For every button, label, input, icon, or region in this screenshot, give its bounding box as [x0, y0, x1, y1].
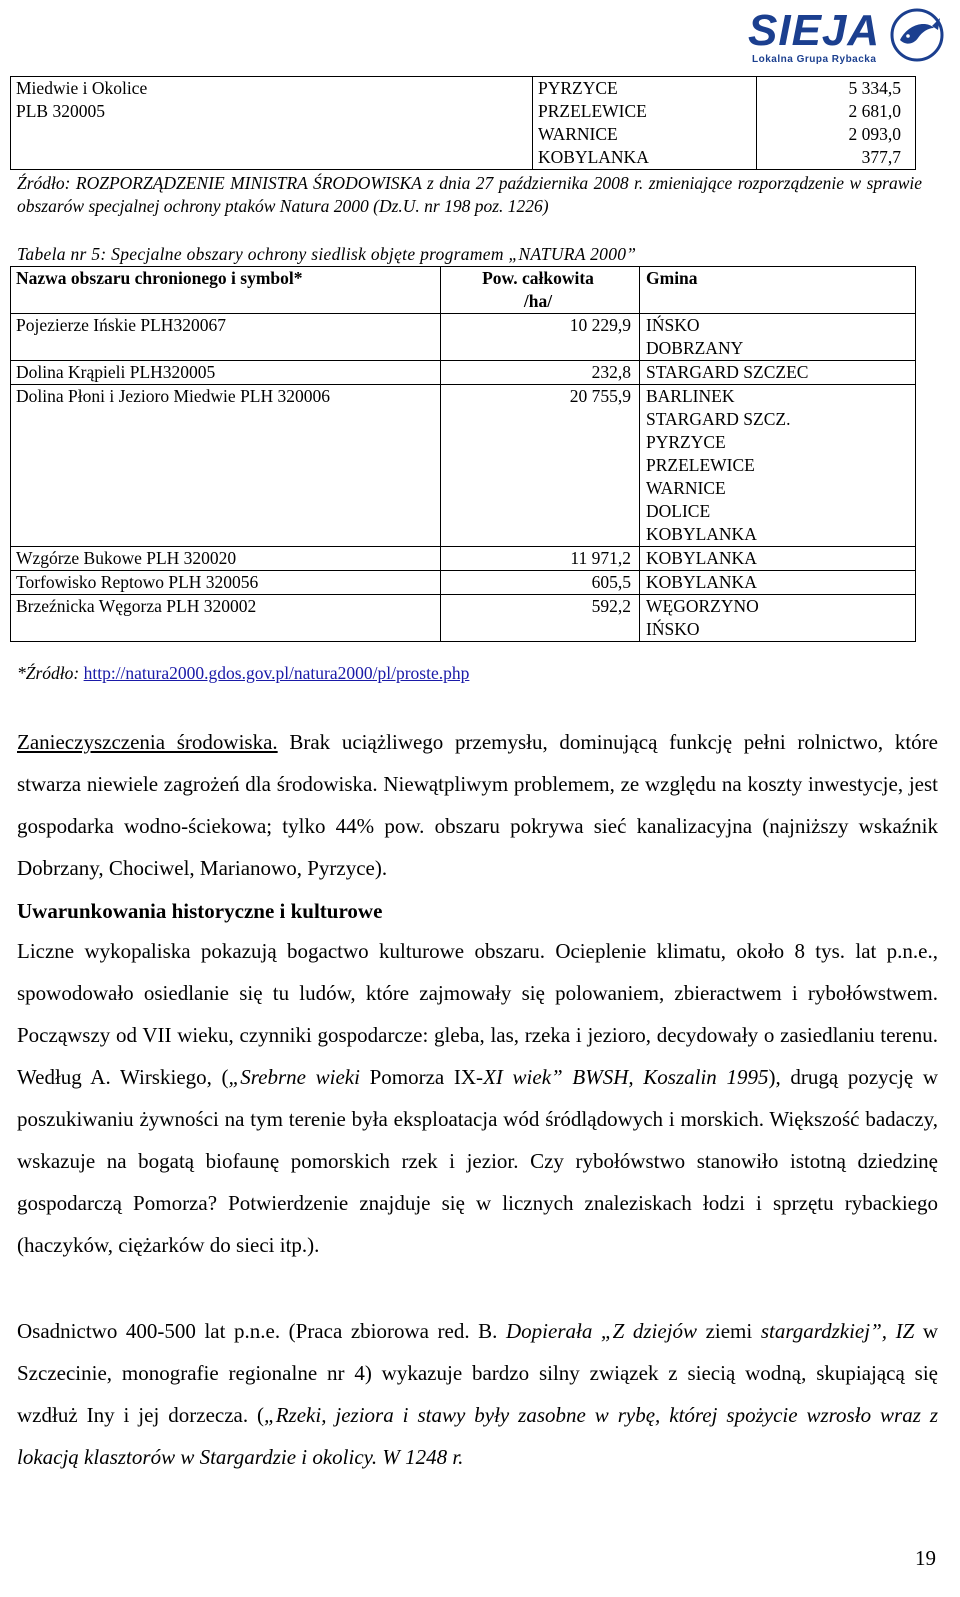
column-header-gmina: Gmina — [640, 267, 916, 314]
table-row — [11, 77, 916, 170]
gmina-name: PRZELEWICE — [646, 455, 755, 475]
area-name-cell: Dolina Płoni i Jezioro Miedwie PLH 320006 — [11, 385, 441, 547]
settlement-quote: stargardzkiej”, IZ — [760, 1319, 915, 1343]
source-link[interactable]: http://natura2000.gdos.gov.pl/natura2000/pl/proste.php — [83, 663, 470, 683]
history-quote: XI wiek” BWSH, Koszalin 1995 — [483, 1065, 769, 1089]
gmina-name: KOBYLANKA — [646, 524, 757, 544]
area-name-cell: Dolina Krąpieli PLH320005 — [11, 361, 441, 385]
fish-emblem-icon — [888, 6, 946, 64]
area-value-cell: 11 971,2 — [441, 547, 640, 571]
table-source — [17, 662, 469, 685]
column-header-name: Nazwa obszaru chronionego i symbol* — [11, 267, 441, 314]
logo-subtitle: Lokalna Grupa Rybacka — [752, 54, 877, 65]
area-value-cell — [757, 77, 916, 170]
table-row — [11, 571, 916, 595]
logo-wordmark: SIEJA — [748, 6, 881, 55]
column-header-area — [441, 267, 640, 314]
table-row — [11, 547, 916, 571]
gmina-name: PYRZYCE — [538, 78, 618, 98]
sieja-logo — [748, 6, 948, 68]
page-number: 19 — [915, 1546, 936, 1570]
area-value: 5 334,5 — [848, 78, 901, 98]
table-row — [11, 595, 916, 642]
source-prefix: *Źródło: — [17, 663, 84, 683]
gmina-cell — [533, 77, 757, 170]
history-text: Liczne wykopaliska pokazują bogactwo kulturowe obszaru. Ocieplenie klimatu, około 8 tys. lat p.n.e., spowodowało osiedlanie się tu ludów, które zajmowały się polowaniem, zbieractwem i rybołówstwem. Począwszy od VII wieku, czynniki gospodarcze: gleba, las, rzeka i jezioro, decydowały o zasiedlaniu terenu. Według A. Wirskiego, ( — [17, 939, 938, 1089]
gmina-name: BARLINEK — [646, 386, 735, 406]
history-text: ), drugą pozycję w poszukiwaniu żywności na tym terenie była eksploatacja wód śródlądowych i morskich. Większość badaczy, wskazuje na bogatą biofaunę pomorskich rzek i jezior. Czy rybołówstwo stanowiło istotną dziedzinę gospodarczą Pomorza? Potwierdzenie znajduje się w licznych znaleziskach łodzi i sprzętu rybackiego (haczyków, ciężarków do sieci itp.). — [17, 1065, 938, 1257]
gmina-name: STARGARD SZCZEC — [646, 362, 809, 382]
area-name-cell: Brzeźnicka Węgorza PLH 320002 — [11, 595, 441, 642]
settlement-text: w Szczecinie, monografie regionalne nr 4) wykazuje bardzo silny związek z siecią wodną, skupiającą się wzdłuż Iny i jej dorzecza. ( — [17, 1319, 939, 1427]
history-paragraph — [17, 930, 938, 1266]
area-name: Miedwie i Okolice — [16, 78, 148, 98]
table-row — [11, 314, 916, 361]
table-header-row — [11, 267, 916, 314]
pollution-paragraph — [17, 721, 938, 889]
column-header-area-unit: /ha/ — [523, 291, 553, 311]
gmina-name: WARNICE — [646, 478, 726, 498]
area-value-cell: 592,2 — [441, 595, 640, 642]
natura-birds-table — [10, 76, 916, 170]
gmina-cell — [640, 595, 916, 642]
area-name-cell: Torfowisko Reptowo PLH 320056 — [11, 571, 441, 595]
gmina-name: PYRZYCE — [646, 432, 726, 452]
settlement-text: ziemi — [697, 1319, 761, 1343]
gmina-name: IŃSKO — [646, 315, 700, 335]
natura-habitats-table — [10, 266, 916, 642]
gmina-cell — [640, 361, 916, 385]
table-row — [11, 361, 916, 385]
gmina-name: KOBYLANKA — [646, 572, 757, 592]
gmina-name: KOBYLANKA — [646, 548, 757, 568]
area-value-cell: 20 755,9 — [441, 385, 640, 547]
gmina-name: WĘGORZYNO — [646, 596, 759, 616]
area-name-cell: Wzgórze Bukowe PLH 320020 — [11, 547, 441, 571]
source-note: Źródło: ROZPORZĄDZENIE MINISTRA ŚRODOWISKA z dnia 27 października 2008 r. zmieniające rozporządzenie w sprawie obszarów specjalnej ochrony ptaków Natura 2000 (Dz.U. nr 198 poz. 1226) — [17, 173, 922, 216]
area-value: 2 681,0 — [848, 101, 901, 121]
area-value-cell: 232,8 — [441, 361, 640, 385]
gmina-cell — [640, 571, 916, 595]
gmina-name: KOBYLANKA — [538, 147, 649, 167]
area-value-cell: 10 229,9 — [441, 314, 640, 361]
history-quote: „Srebrne wieki — [228, 1065, 360, 1089]
gmina-cell — [640, 314, 916, 361]
gmina-name: WARNICE — [538, 124, 618, 144]
history-text: Pomorza IX- — [359, 1065, 484, 1089]
settlement-quote: „Rzeki, jeziora i stawy były zasobne w rybę, której spożycie wzrosło wraz z lokacją klasztorów w Stargardzie i okolicy. W 1248 r. — [17, 1403, 938, 1469]
column-header-area-line: Pow. całkowita — [482, 268, 594, 288]
area-name-cell: Pojezierze Ińskie PLH320067 — [11, 314, 441, 361]
gmina-name: PRZELEWICE — [538, 101, 647, 121]
area-value-cell: 605,5 — [441, 571, 640, 595]
gmina-name: DOLICE — [646, 501, 711, 521]
settlement-text: Osadnictwo 400-500 lat p.n.e. (Praca zbiorowa red. B. — [17, 1319, 507, 1343]
settlement-paragraph — [17, 1310, 938, 1478]
area-symbol: PLB 320005 — [16, 101, 105, 121]
table-row — [11, 385, 916, 547]
section-title-history: Uwarunkowania historyczne i kulturowe — [17, 899, 383, 923]
gmina-name: IŃSKO — [646, 619, 700, 639]
section-title-pollution: Zanieczyszczenia środowiska. — [17, 730, 278, 754]
area-value: 377,7 — [861, 147, 901, 167]
gmina-name: DOBRZANY — [646, 338, 744, 358]
table-caption: Tabela nr 5: Specjalne obszary ochrony siedlisk objęte programem „NATURA 2000” — [17, 244, 637, 264]
area-name-cell — [11, 77, 533, 170]
pollution-text: Brak uciążliwego przemysłu, dominującą funkcję pełni rolnictwo, które stwarza niewiele zagrożeń dla środowiska. Niewątpliwym problemem, ze względu na koszty inwestycje, jest gospodarka wodno-ściekowa; tylko 44% pow. obszaru pokrywa sieć kanalizacyjna (najniższy wskaźnik Dobrzany, Chociwel, Marianowo, Pyrzyce). — [17, 730, 938, 880]
gmina-cell — [640, 547, 916, 571]
gmina-cell — [640, 385, 916, 547]
area-value: 2 093,0 — [848, 124, 901, 144]
gmina-name: STARGARD SZCZ. — [646, 409, 791, 429]
settlement-quote: Dopierała „Z dziejów — [506, 1319, 698, 1343]
